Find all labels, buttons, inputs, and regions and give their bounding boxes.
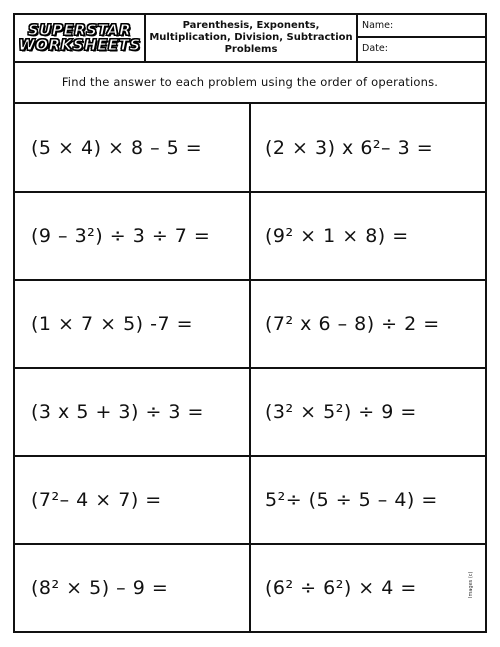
grid-divider (15, 367, 485, 369)
worksheet-title: Parenthesis, Exponents, Multiplication, Division, Subtraction Problems (146, 15, 358, 61)
name-date-box (358, 15, 485, 61)
logo-line-1: SUPERSTAR (27, 21, 132, 39)
problem-3: (9 – 3²) ÷ 3 ÷ 7 = (31, 225, 211, 247)
problem-10: 5²÷ (5 ÷ 5 – 4) = (265, 489, 438, 511)
image-credit: Images (c) (468, 571, 474, 598)
grid-divider (15, 279, 485, 281)
grid-divider (15, 543, 485, 545)
logo-line-2: WORKSHEETS (18, 36, 141, 54)
problem-9: (7²– 4 × 7) = (31, 489, 162, 511)
instructions: Find the answer to each problem using the order of operations. (15, 61, 485, 104)
problem-8: (3² × 5²) ÷ 9 = (265, 401, 417, 423)
grid-divider (15, 455, 485, 457)
worksheet (13, 13, 487, 633)
date-field[interactable]: Date: (362, 43, 388, 54)
problem-2: (2 × 3) x 6²– 3 = (265, 137, 434, 159)
problem-5: (1 × 7 × 5) -7 = (31, 313, 194, 335)
problem-1: (5 × 4) × 8 – 5 = (31, 137, 203, 159)
superstar-worksheets-logo (15, 15, 146, 61)
grid-divider (15, 191, 485, 193)
problem-12: (6² ÷ 6²) × 4 = (265, 576, 417, 599)
problem-7: (3 x 5 + 3) ÷ 3 = (31, 401, 204, 423)
problem-11: (8² × 5) – 9 = (31, 576, 169, 599)
problems-grid (15, 104, 485, 631)
problem-6: (7² x 6 – 8) ÷ 2 = (265, 313, 440, 335)
worksheet-header (15, 15, 485, 63)
name-field[interactable]: Name: (358, 15, 485, 38)
problem-4: (9² × 1 × 8) = (265, 225, 409, 247)
